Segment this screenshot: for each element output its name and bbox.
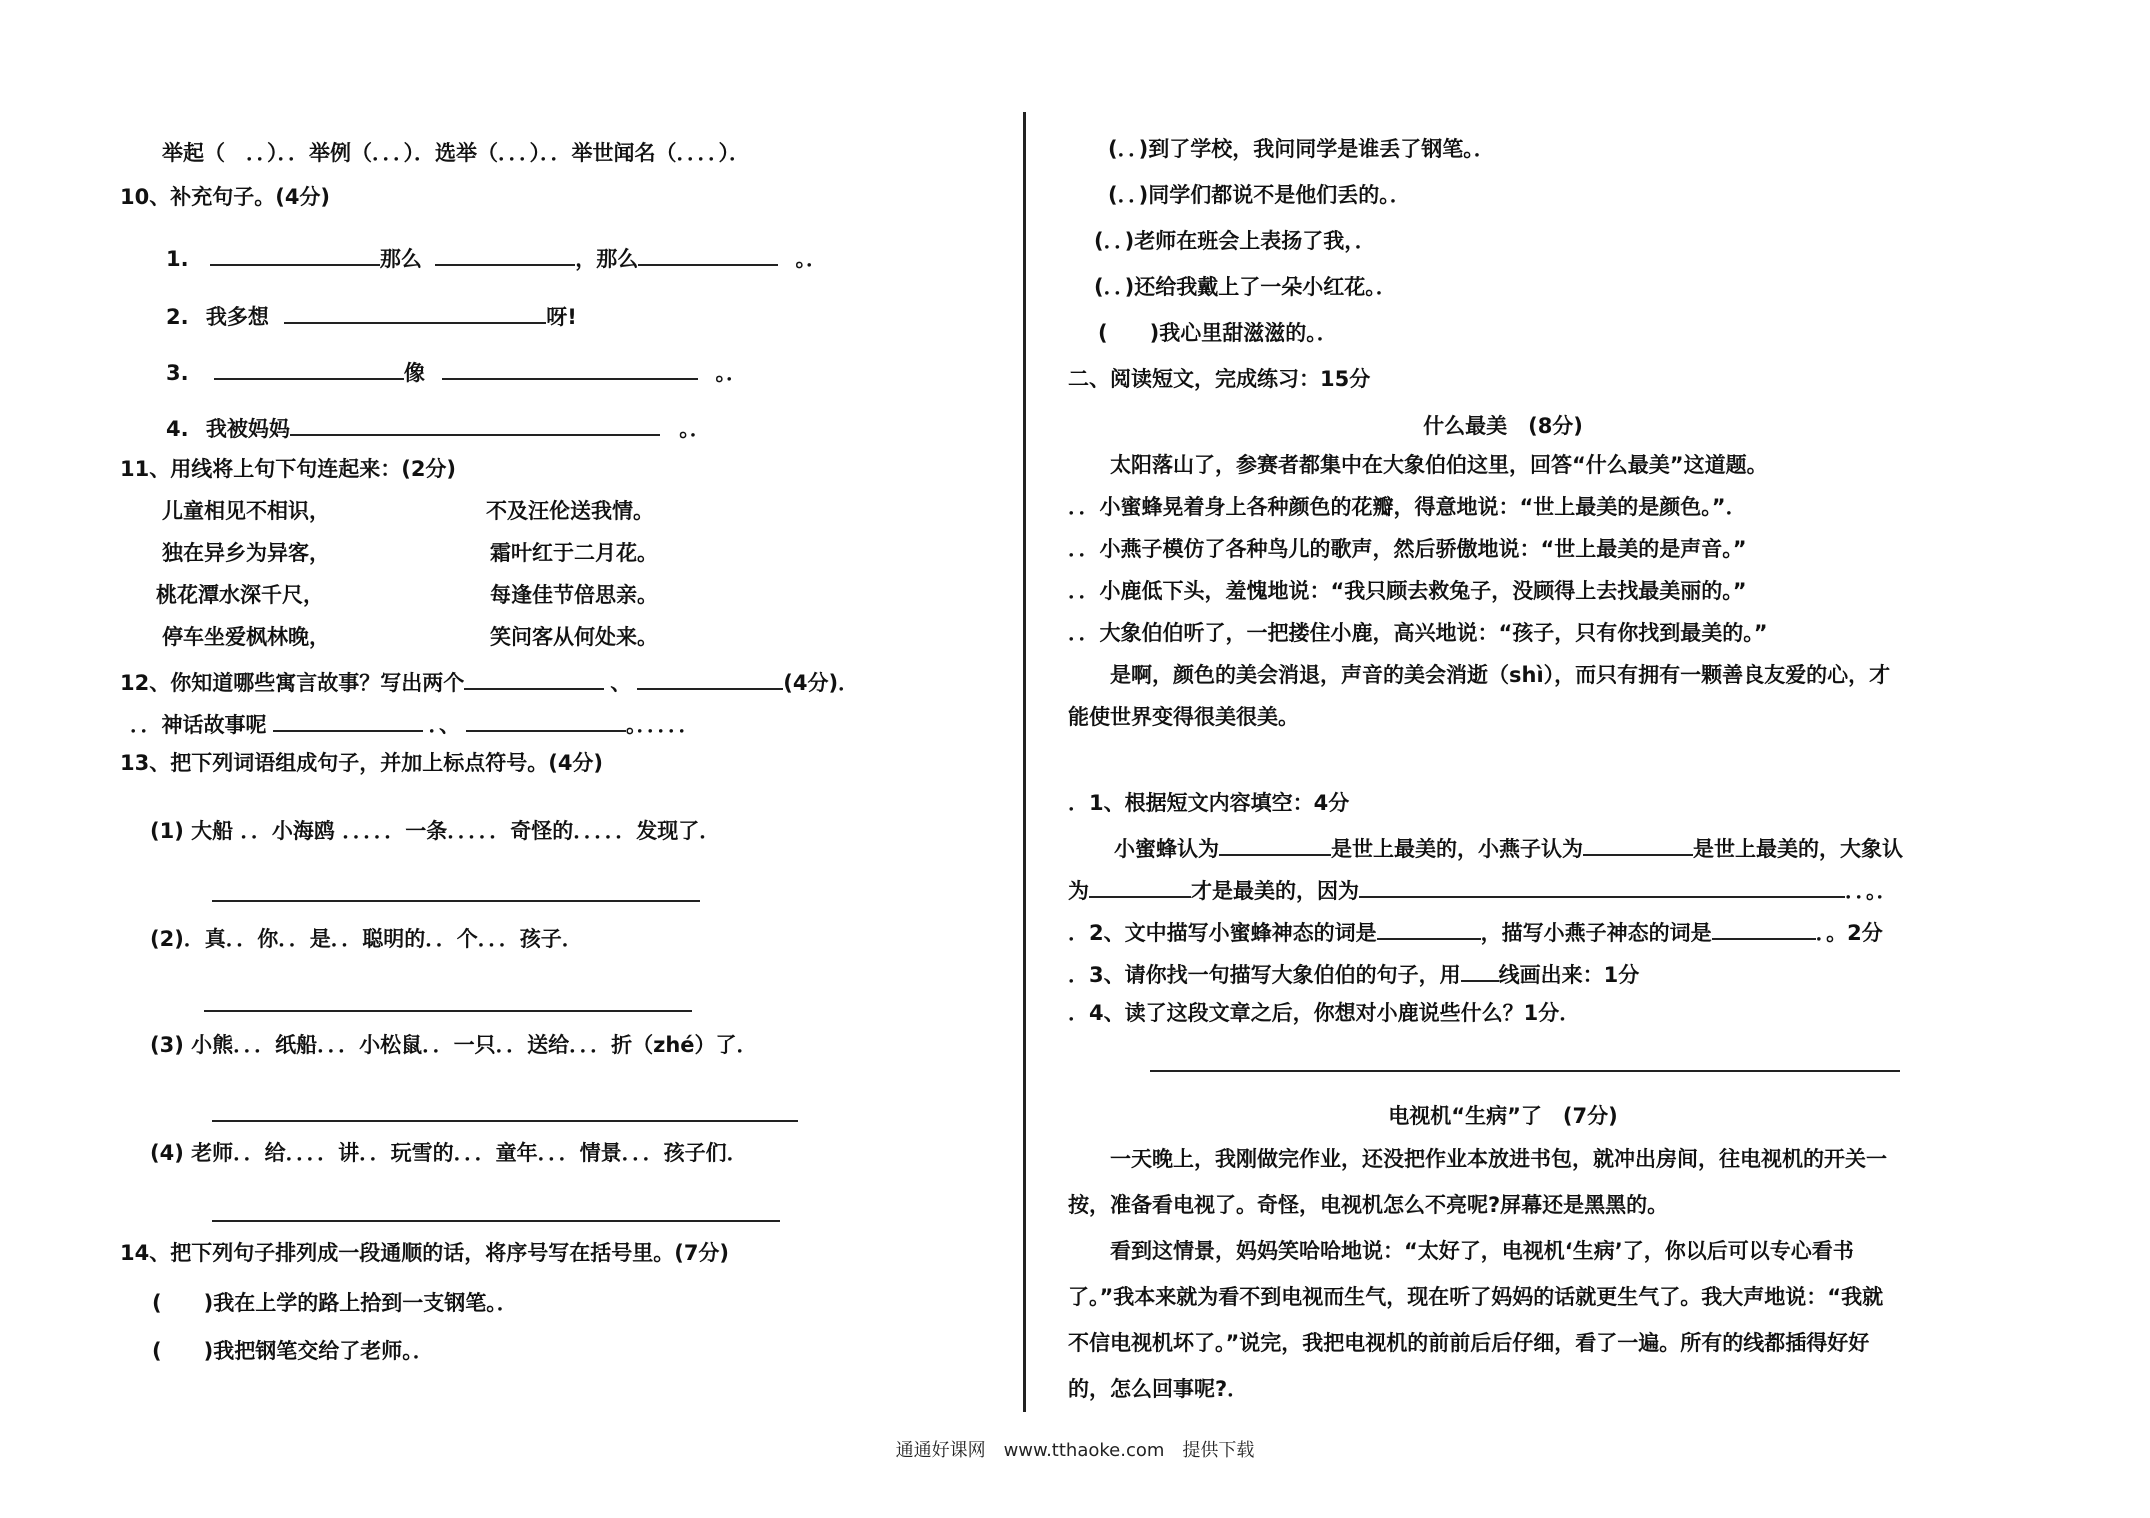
story2-title: 电视机“生病”了 (7分) bbox=[1388, 1104, 1618, 1128]
q10-item-4: 4. 我被妈妈 。． bbox=[166, 412, 711, 442]
q14-heading: 14、把下列句子排列成一段通顺的话，将序号写在括号里。(7分) bbox=[120, 1241, 730, 1265]
q14-item-1: ( )我在上学的路上拾到一支钢笔。． bbox=[152, 1291, 518, 1315]
story1-title: 什么最美 (8分) bbox=[1423, 414, 1583, 438]
story1-q1-line2: 为 才是最美的，因为 ．．。． bbox=[1068, 874, 1898, 904]
q9-row: 举起（ ．．）．．举例（．．．）．选举（．．．）．．举世闻名（．．．．）． bbox=[162, 141, 750, 165]
q13-answer-line-4 bbox=[212, 1220, 780, 1222]
story1-para-3: ．．小燕子模仿了各种鸟儿的歌声，然后骄傲地说：“世上最美的是声音。” bbox=[1068, 537, 1747, 561]
story1-para-6: 是啊，颜色的美会消退，声音的美会消逝（shì），而只有拥有一颗善良友爱的心，才 bbox=[1068, 663, 1891, 687]
story2-para-2: 按，准备看电视了。奇怪，电视机怎么不亮呢?屏幕还是黑黑的。 bbox=[1068, 1193, 1669, 1217]
story1-q4: ．4、读了这段文章之后，你想对小鹿说些什么？1分． bbox=[1068, 1001, 1581, 1025]
q13-item-3: (3) 小熊．．．纸船．．．小松鼠．．一只．．送给．．．折（zhé）了． bbox=[150, 1033, 758, 1057]
story1-para-5: ．．大象伯伯听了，一把搂住小鹿，高兴地说：“孩子，只有你找到最美的。” bbox=[1068, 621, 1768, 645]
q13-item-2: (2)．真．．你．．是．．聪明的．．个．．．孩子． bbox=[150, 927, 583, 951]
q11-right-4: 笑问客从何处来。 bbox=[490, 625, 658, 649]
q11-right-3: 每逢佳节倍思亲。 bbox=[490, 583, 658, 607]
q13-answer-line-2 bbox=[204, 1010, 692, 1012]
story1-q1-heading: ．1、根据短文内容填空：4分 bbox=[1068, 791, 1350, 815]
q11-left-1: 儿童相见不相识， bbox=[162, 499, 330, 523]
story2-para-3: 看到这情景，妈妈笑哈哈地说：“太好了，电视机‘生病’了，你以后可以专心看书 bbox=[1068, 1239, 1854, 1263]
q10-heading: 10、补充句子。(4分) bbox=[120, 185, 331, 209]
story2-para-5: 不信电视机坏了。”说完，我把电视机的前前后后仔细，看了一遍。所有的线都插得好好 bbox=[1068, 1331, 1870, 1355]
q14-item-5: (．．)老师在班会上表扬了我，． bbox=[1094, 229, 1376, 253]
story2-para-1: 一天晚上，我刚做完作业，还没把作业本放进书包，就冲出房间，往电视机的开关一 bbox=[1068, 1147, 1887, 1171]
q10-item-3: 3. 像 。． bbox=[166, 356, 747, 386]
q11-left-2: 独在异乡为异客， bbox=[162, 541, 330, 565]
q12-line2: ．．神话故事呢 ．、 。．．．．． bbox=[130, 708, 700, 738]
q13-answer-line-3 bbox=[212, 1120, 798, 1122]
q10-item-1: 1. 那么 ，那么 。． bbox=[166, 242, 827, 272]
q11-left-3: 桃花潭水深千尺， bbox=[156, 583, 324, 607]
story2-para-4: 了。”我本来就为看不到电视而生气，现在听了妈妈的话就更生气了。我大声地说：“我就 bbox=[1068, 1285, 1884, 1309]
q13-item-1: (1) 大船 ．．小海鸥 ．．．．．一条．．．．．奇怪的．．．．．发现了． bbox=[150, 819, 721, 843]
page-footer: 通通好课网 www.tthaoke.com 提供下载 bbox=[895, 1440, 1255, 1461]
q14-item-6: (．．)还给我戴上了一朵小红花。． bbox=[1094, 275, 1397, 299]
q13-heading: 13、把下列词语组成句子，并加上标点符号。(4分) bbox=[120, 751, 604, 775]
q14-item-2: ( )我把钢笔交给了老师。． bbox=[152, 1339, 434, 1363]
q14-item-3: (．．)到了学校，我问同学是谁丢了钢笔。． bbox=[1108, 137, 1495, 161]
story1-para-2: ．．小蜜蜂晃着身上各种颜色的花瓣，得意地说：“世上最美的是颜色。”． bbox=[1068, 495, 1747, 519]
story1-q3: ．3、请你找一句描写大象伯伯的句子，用 线画出来：1分 bbox=[1068, 958, 1639, 988]
q10-item-2: 2. 我多想 呀! bbox=[166, 300, 577, 330]
q11-heading: 11、用线将上句下句连起来：(2分) bbox=[120, 457, 457, 481]
story1-q1-line1: 小蜜蜂认为 是世上最美的，小燕子认为 是世上最美的，大象认 bbox=[1114, 832, 1903, 862]
story1-para-4: ．．小鹿低下头，羞愧地说：“我只顾去救兔子，没顾得上去找最美丽的。” bbox=[1068, 579, 1747, 603]
q14-item-7: ( )我心里甜滋滋的。． bbox=[1098, 321, 1338, 345]
section2-heading: 二、阅读短文，完成练习：15分 bbox=[1068, 367, 1371, 391]
story1-para-7: 能使世界变得很美很美。 bbox=[1068, 705, 1299, 729]
column-divider bbox=[1023, 112, 1026, 1412]
story2-para-6: 的，怎么回事呢?． bbox=[1068, 1377, 1249, 1401]
q12-line1: 12、你知道哪些寓言故事？写出两个 、 (4分)． bbox=[120, 666, 859, 696]
q11-right-2: 霜叶红于二月花。 bbox=[490, 541, 658, 565]
story1-q2: ．2、文中描写小蜜蜂神态的词是 ，描写小燕子神态的词是 ．。2分 bbox=[1068, 916, 1883, 946]
q11-right-1: 不及汪伦送我情。 bbox=[486, 499, 654, 523]
q13-answer-line-1 bbox=[212, 900, 700, 902]
story1-para-1: 太阳落山了，参赛者都集中在大象伯伯这里，回答“什么最美”这道题。 bbox=[1068, 453, 1768, 477]
q11-left-4: 停车坐爱枫林晚， bbox=[162, 625, 330, 649]
q14-item-4: (．．)同学们都说不是他们丢的。． bbox=[1108, 183, 1411, 207]
story1-q4-answer-line bbox=[1150, 1070, 1900, 1072]
q13-item-4: (4) 老师．．给．．．．讲．．玩雪的．．．童年．．．情景．．．孩子们． bbox=[150, 1141, 748, 1165]
